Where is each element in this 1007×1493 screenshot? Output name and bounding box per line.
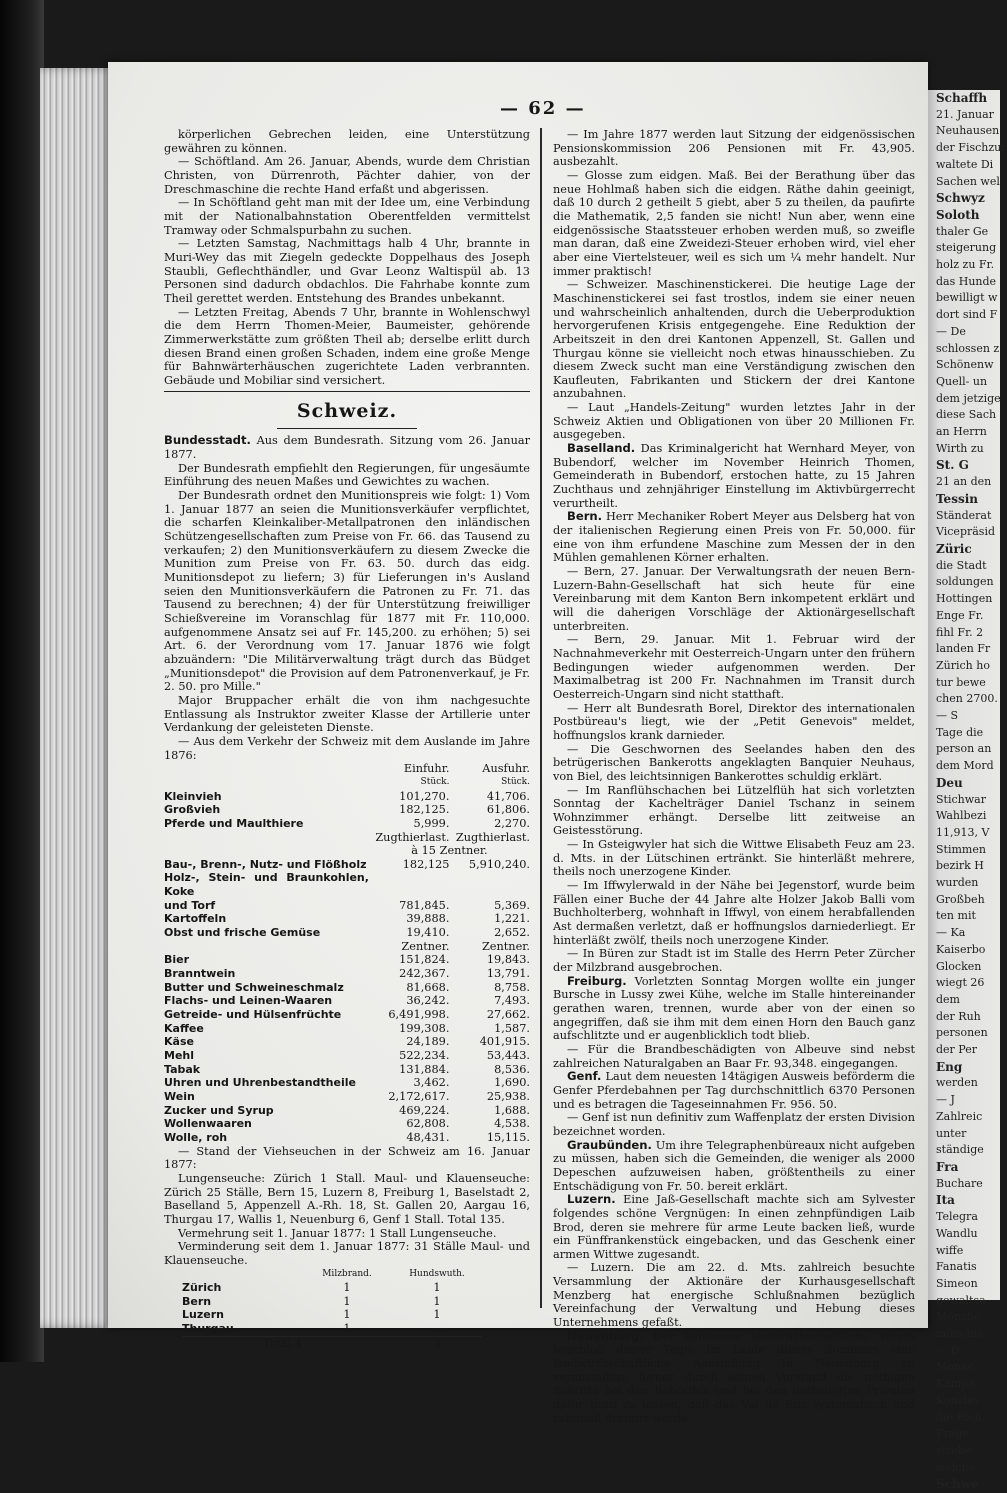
next-page-fragment: steigerung <box>936 241 997 255</box>
next-page-fragment: dort sind F <box>936 308 998 322</box>
einfuhr-value: 36,242. <box>406 994 450 1008</box>
news-paragraph: — Aus dem Verkehr der Schweiz mit dem Auslande im Jahre 1876: <box>164 734 530 762</box>
trade-row <box>164 1035 530 1049</box>
trade-header-row <box>164 762 530 776</box>
paragraph-text: — In Büren zur Stadt ist im Stalle des Herrn Peter Zürcher der Milzbrand ausgebrochen. <box>553 947 915 975</box>
next-page-fragment: Kaiserbo <box>936 942 986 956</box>
next-page-fragment: Schwe <box>936 1477 979 1492</box>
paragraph-text: — In Gsteigwyler hat sich die Wittwe Elisabeth Feuz am 23. d. Mts. in der Lütschinen ertränkt. Sie hinterläßt mehrere, theils noch unerzogene Kinder. <box>553 838 915 879</box>
news-paragraph: Der Bundesrath empfiehlt den Regierungen, für ungesäumte Einführung des neuen Maßes und Gewichtes zu wachen. <box>164 461 530 489</box>
next-page-fragment: das Hunde <box>936 274 997 288</box>
next-page-fragment: gewaltsa <box>936 1293 986 1307</box>
canton-heading: Neuenburg. <box>567 1328 644 1343</box>
paragraph-text: — Glosse zum eidgen. Maß. Bei der Berathung über das neue Hohlmaß haben sich die eidgen. Räthe dahin geeinigt, daß 10 durch 2 getheilt 5 giebt, aber 5 zu theilen, da paufirte die Mathematik, 2,5 fanden sie nicht! Nun aber, wenn eine eidgenössische Staatssteuer erhoben werden muß, so zweifle man daran, daß eine Zweidezi-Steuer erhoben wird, viel eher aber eine Viertelsteuer, weil es sich um ¼ mehr handelt. Nur immer praktisch! <box>553 168 915 278</box>
total-spacer <box>302 1336 392 1350</box>
commodity-label: Obst und frische Gemüse <box>164 926 321 940</box>
next-page-fragment: Großbeh <box>936 892 985 906</box>
paragraph-text: — Herr alt Bundesrath Borel, Direktor des internationalen Postbüreau's liegt, wie der „Petit Genevois" meldet, hoffnungslos krank darnieder. <box>553 701 915 742</box>
news-paragraph: körperlichen Gebrechen leiden, eine Unterstützung gewähren zu können. <box>164 128 530 155</box>
trade-row <box>164 803 530 817</box>
canton-label: Thurgau <box>182 1322 234 1336</box>
news-paragraph <box>553 442 915 510</box>
next-page-fragment: Kampa <box>936 1377 975 1391</box>
next-page-fragment: Monac <box>936 1360 974 1374</box>
right-column <box>553 128 915 1425</box>
news-paragraph: — Schöftland. Am 26. Januar, Abends, wurde dem Christian Christen, von Dürrenroth, Pächter dahier, von der Dreschmaschine die rechte Hand erfaßt und abgerissen. <box>164 155 530 196</box>
next-page-fragment: soldungen <box>936 575 994 589</box>
page-number: — 62 — <box>500 98 586 119</box>
trade-unit-row-stueck <box>164 776 530 790</box>
trade-row <box>164 858 530 872</box>
next-page-fragment: Telegra <box>936 1210 978 1224</box>
paragraph-text: — Laut „Handels-Zeitung" wurden letztes Jahr in der Schweiz Aktien und Obligationen von über 20 Millionen Fr. ausgegeben. <box>553 401 915 442</box>
next-page-fragment: Tage die <box>936 725 984 739</box>
bundesstadt-heading: Bundesstadt. <box>164 433 251 448</box>
einfuhr-value: 242,367. <box>399 967 450 981</box>
ausfuhr-value: 25,938. <box>486 1089 530 1103</box>
unit-stueck-1: Stück. <box>420 776 450 787</box>
next-page-fragment: person an <box>936 742 992 756</box>
next-page-fragment: Schaffh <box>936 91 988 105</box>
unit-ausfuhr: Zugthierlast. <box>455 830 530 844</box>
next-page-fragment: Stichwar <box>936 792 986 806</box>
next-page-fragment: strebe <box>936 1443 972 1457</box>
ausfuhr-value <box>449 871 530 898</box>
next-page-fragment: tur bewe <box>936 675 986 689</box>
news-paragraph <box>553 702 915 743</box>
vieh-row <box>182 1281 482 1295</box>
paragraph-text: Das Kriminalgericht hat Wernhard Meyer, von Bubendorf, welcher im November Heinrich Thomen, Gemeinderath in Bubendorf, erstochen hatte, zu 15 Jahren Zuchthaus und zehnjähriger Einstellung im Aktivbürgerrecht verurtheilt. <box>553 442 915 510</box>
commodity-label: Kartoffeln <box>164 912 227 926</box>
paragraph-text: Laut dem neuesten 14tägigen Ausweis beförderm die Genfer Pferdebahnen per Tag durchschnittlich 6370 Personen und es betragen die Tageseinnahmen Fr. 956. 50. <box>553 1070 915 1111</box>
ausfuhr-value: 2,652. <box>494 926 530 940</box>
next-page-fragment: Schönenw <box>936 358 994 372</box>
viehseuchen-paragraphs <box>164 1145 530 1268</box>
milzbrand-count: 1 <box>343 1322 351 1336</box>
trade-row <box>164 817 530 831</box>
paragraph-text: Um ihre Telegraphenbüreaux nicht aufgeben zu müssen, haben sich die Gemeinden, die weniger als 2000 Depeschen aufzuweisen haben, größtentheils zu einer Entschädigung von Fr. 50. bereit erklärt. <box>553 1138 915 1193</box>
paragraph-text: — Genf ist nun definitiv zum Waffenplatz der ersten Division bezeichnet worden. <box>553 1111 915 1138</box>
next-page-fragment: die Rich <box>936 1410 982 1424</box>
paragraph-text: — Die Geschwornen des Seelandes haben den des betrügerischen Bankerotts angeklagten Banquier Neuhaus, von Biel, des leichtsinnigen Bankerottes schuldig erklärt. <box>553 742 915 783</box>
next-page-fragment: der Ruh <box>936 1009 981 1023</box>
paragraph-text: Vorletzten Sonntag Morgen wollte ein junger Bursche in Lussy zwei Kühe, welche im Stalle hintereinander gerathen waren, trennen, wurde aber von der einen so angegriffen, daß sie ihm mit dem einen Horn den Bauch ganz aufschlitzte und er augenblicklich todt blieb. <box>553 974 915 1043</box>
ausfuhr-value: 27,662. <box>486 1008 530 1022</box>
hundswuth-count: 1 <box>433 1294 441 1308</box>
einfuhr-value: 101,270. <box>399 789 450 803</box>
news-paragraph <box>553 401 915 442</box>
canton-heading: Genf. <box>567 1069 602 1084</box>
einfuhr-value: 39,888. <box>406 912 450 926</box>
next-page-fragment: Wandlu <box>936 1226 978 1240</box>
next-page-fragment: 21 an den <box>936 475 992 489</box>
header-milzbrand: Milzbrand. <box>322 1268 372 1279</box>
next-page-fragment: welche <box>936 1460 976 1474</box>
news-paragraph: Major Bruppacher erhält die von ihm nachgesuchte Entlassung als Instruktor zweiter Klasse der Artillerie unter Verdankung der geleisteten Dienste. <box>164 693 530 735</box>
einfuhr-value: 522,234. <box>399 1049 450 1062</box>
next-page-fragment: waltete Di <box>936 157 994 171</box>
commodity-label: Wein <box>164 1089 195 1103</box>
paragraph-text: — Luzern. Die am 22. d. Mts. zahlreich besuchte Versammlung der Aktionäre der Kurhausgesellschaft Menzberg hat energische Schlußnahmen bezüglich Vereinfachung der Verwaltung und Hebung dieses Unternehmens gefaßt. <box>553 1261 915 1330</box>
next-page-fragment: Glocken <box>936 959 982 973</box>
milzbrand-count: 1 <box>343 1294 351 1308</box>
hundswuth-count: 1 <box>433 1281 441 1295</box>
next-page-fragment: Sachen wel <box>936 174 1000 188</box>
scan-dark-edge <box>0 0 44 1362</box>
next-page-fragment: Deu <box>936 775 963 790</box>
ausfuhr-value: 1,688. <box>494 1103 530 1117</box>
commodity-label: Pferde und Maulthiere <box>164 816 304 830</box>
next-page-fragment: Ita <box>936 1193 955 1208</box>
section-title-schweiz: Schweiz. <box>296 400 398 423</box>
unit-einfuhr: Zentner. <box>401 939 450 953</box>
next-page-fragment: Fra <box>936 1160 959 1174</box>
header-einfuhr: Einfuhr. <box>403 762 450 776</box>
next-page-fragment: werden <box>936 1076 978 1090</box>
einfuhr-value: 182,125. <box>399 803 450 817</box>
next-page-fragment: der Fischzuc <box>936 141 1007 155</box>
commodity-label: Wollenwaaren <box>164 1117 252 1131</box>
next-page-fragment: St. G <box>936 458 969 473</box>
next-page-fragment: Wahlbezi <box>936 809 987 823</box>
ausfuhr-value: 1,587. <box>494 1021 530 1035</box>
left-intro-paragraphs <box>164 128 530 387</box>
next-page-fragment: — De <box>936 324 966 338</box>
trade-unit-row-zentner <box>164 940 530 954</box>
trade-row <box>164 967 530 981</box>
trade-row <box>164 1131 530 1145</box>
einfuhr-value: 48,431. <box>406 1130 450 1144</box>
next-page-fragment: Eng <box>936 1059 963 1074</box>
trade-row <box>164 994 530 1008</box>
paragraph-text: — Schweizer. Maschinenstickerei. Die heutige Lage der Maschinenstickerei sei fast trostlos, indem sie einer neuen und wahrscheinlich anhaltenden, durch die Ueberproduktion hervorgerufenen Krisis entgegengehe. Eine Reduktion der Arbeitszeit in den drei Kantonen Appenzell, St. Gallen und Thurgau könne sie vielleicht noch etwas hinausschieben. Zu diesem Zweck sucht man eine Verständigung zwischen den Kaufleuten, Fabrikanten und Stickern der drei Kantone anzubahnen. <box>553 278 915 401</box>
next-page-fragment: Zürich ho <box>936 658 990 672</box>
commodity-label: Bau-, Brenn-, Nutz- und Flößholz <box>164 857 367 871</box>
commodity-label: Bier <box>164 953 190 967</box>
ausfuhr-value: 5,369. <box>494 898 530 912</box>
canton-heading: Luzern. <box>567 1192 616 1207</box>
unit-spacer <box>164 844 369 858</box>
separator-rule <box>164 391 530 392</box>
einfuhr-value: 62,808. <box>406 1117 450 1131</box>
news-paragraph <box>553 1070 915 1111</box>
hundswuth-count: 1 <box>433 1308 441 1322</box>
news-paragraph <box>553 947 915 974</box>
canton-heading: Baselland. <box>567 441 636 456</box>
next-page-fragment: wiegt 26 <box>936 976 985 990</box>
trade-row <box>164 1076 530 1090</box>
next-page-fragment: bezirk H <box>936 859 984 873</box>
ausfuhr-value: 1,690. <box>494 1076 530 1090</box>
ausfuhr-value: 19,843. <box>486 953 530 967</box>
commodity-label: Zucker und Syrup <box>164 1103 274 1117</box>
commodity-label: Flachs- und Leinen-Waaren <box>164 994 333 1008</box>
news-paragraph: Der Bundesrath ordnet den Munitionspreis wie folgt: 1) Vom 1. Januar 1877 an seien die Munitionsverkäufer verpflichtet, die scharfen Kleinkaliber-Metallpatronen den inländischen Schützengesellschaften zum Preise von Fr. 66. das Tausend zu verkaufen; 2) den Munitionsverkäufern zu diesem Zwecke die Munition zum Preise von Fr. 63. 50. durch das eidg. Munitionsdepot zu liefern; 3) für Lieferungen in's Ausland seien den Munitionsverkäufern die Patronen zu Fr. 71. das Tausend zu berechnen; 4) der für Unterstützung freiwilliger Schießvereine im Voranschlag für 1877 mit Fr. 110,000. aufgenommene Ansatz sei auf Fr. 145,200. zu erhöhen; 5) sei Art. 6. der Verordnung vom 17. Januar 1876 wie folgt abzuändern: "Die Militärverwaltung trägt durch das Büdget „Munitionsdepot" die Provision auf dem Patronenverkauf, je Fr. 2. 50. pro Mille." <box>164 489 530 694</box>
einfuhr-value: 781,845. <box>399 898 450 912</box>
trade-row <box>164 912 530 926</box>
title-underline <box>277 428 417 429</box>
next-page-fragment: 21. Januar <box>936 107 994 121</box>
news-paragraph <box>553 1261 915 1329</box>
next-page-fragment: Quell- un <box>936 374 988 388</box>
next-page-fragment: Konclav <box>936 1393 981 1407</box>
news-paragraph <box>553 128 915 169</box>
next-page-fragment: holz zu Fr. <box>936 258 995 272</box>
next-page-fragment: — Ka <box>936 926 966 940</box>
canton-label: Bern <box>182 1294 212 1308</box>
vieh-row <box>182 1295 482 1309</box>
einfuhr-value: 5,999. <box>413 816 450 830</box>
next-page-fragment: mönchis <box>936 1327 983 1341</box>
vieh-row <box>182 1308 482 1322</box>
page-stack-edges <box>40 68 114 1328</box>
next-page-fragment: landen Fr <box>936 642 991 656</box>
next-page-fragment: Schwyz <box>936 191 985 206</box>
paragraph-text: — Im Jahre 1877 werden laut Sitzung der eidgenössischen Pensionskommission 206 Pensionen mit Fr. 43,905. ausbezahlt. <box>553 128 915 169</box>
einfuhr-value: 199,308. <box>399 1021 450 1035</box>
news-paragraph <box>553 510 915 565</box>
trade-table-body <box>164 762 530 1144</box>
next-page-fragment: Züric <box>936 541 972 556</box>
ausfuhr-value: 2,270. <box>494 816 530 830</box>
einfuhr-value: 2,172,617. <box>388 1089 450 1103</box>
news-paragraph <box>553 278 915 401</box>
ausfuhr-value: 61,806. <box>486 803 530 817</box>
hundswuth-count: — <box>431 1322 443 1336</box>
next-page-fragment: der Per <box>936 1043 977 1057</box>
canton-heading: Graubünden. <box>567 1137 652 1152</box>
commodity-label: Kaffee <box>164 1021 204 1035</box>
next-page-fragment: ständige <box>936 1143 984 1157</box>
paragraph-text: — Im Iffwylerwald in der Nähe bei Jegenstorf, wurde beim Fällen einer Buche der 44 Jahre alte Holzer Jakob Balli vom Buchholterberg, wohnhaft in Iffwyl, von einem herabfallenden Ast dermaßen verletzt, daß er hoffnungslos darniederliegt. Er hinterläßt zwölf, theils noch unerzogene Kinder. <box>553 879 915 947</box>
news-paragraph <box>553 169 915 278</box>
commodity-label: Tabak <box>164 1062 201 1076</box>
einfuhr-value: 182,125 <box>402 857 450 871</box>
einfuhr-value: 131,884. <box>399 1062 450 1076</box>
next-page-fragment: die Stadt <box>936 558 987 572</box>
left-column <box>164 128 530 1350</box>
news-paragraph <box>553 565 915 633</box>
trade-row <box>164 899 530 913</box>
einfuhr-value: 3,462. <box>413 1076 450 1090</box>
next-page-fragment: bewilligt w <box>936 291 998 305</box>
viehseuchen-table-body <box>182 1268 482 1351</box>
commodity-label: Kleinvieh <box>164 789 222 803</box>
unit-ausfuhr: Zentner. <box>481 939 530 953</box>
next-page-fragment: ten mit <box>936 909 976 923</box>
paragraph-text: — Bern, 27. Januar. Der Verwaltungsrath der neuen Bern-Luzern-Bahn-Gesellschaft hat sich heute für eine Vereinbarung mit dem Kanton Bern inkompetent erklärt und will die daherigen Vorschläge der Aktionärgesellschaft unterbreiten. <box>553 565 915 633</box>
einfuhr-value: 6,491,998. <box>388 1008 450 1022</box>
canton-label: Zürich <box>182 1281 222 1295</box>
trade-row <box>164 1049 530 1063</box>
trade-row <box>164 981 530 995</box>
next-page-fragment: unter <box>936 1126 967 1140</box>
next-page-fragment: Tessin <box>936 491 978 506</box>
news-paragraph <box>553 838 915 879</box>
paragraph-text: Der kantonale landwirthschaftliche Verein beschloß dieser Tage, im Laufe dieses Sommers eine landwirthschaftliche Ausstellung in Neuenburg zu veranstalten; ferner durch seinen Vorstand die nöthigen Schritte bei den Behörden und bei den betheiligten Privaten dafür thun zu lassen, daß das Val de Ruz systematisch und rationell drainirt werde. <box>553 1329 915 1425</box>
einfuhr-value: 19,410. <box>406 926 450 940</box>
commodity-label: Branntwein <box>164 967 236 981</box>
unit-stueck-2: Stück. <box>501 776 530 787</box>
next-page-fragment: Simeon <box>936 1276 978 1290</box>
next-page-fragment: Ständerat <box>936 508 992 522</box>
einfuhr-value: 151,824. <box>399 953 450 967</box>
next-page-fragment: personen <box>936 1026 988 1040</box>
ausfuhr-value: 7,493. <box>494 994 530 1008</box>
next-page-fragment: Wirth zu <box>936 441 984 455</box>
trade-row <box>164 1008 530 1022</box>
trade-unit-row-zentner-note <box>164 844 530 858</box>
next-page-fragment: chen 2700. <box>936 692 998 706</box>
canton-label: Luzern <box>182 1308 224 1322</box>
news-paragraph <box>553 1330 915 1426</box>
trade-row <box>164 926 530 940</box>
unit-spacer <box>164 940 369 954</box>
vieh-row <box>182 1322 482 1336</box>
trade-row <box>164 1104 530 1118</box>
next-page-fragment: Stimmen <box>936 842 986 856</box>
next-page-fragment: Fanatis <box>936 1260 977 1274</box>
news-paragraph: Vermehrung seit 1. Januar 1877: 1 Stall Lungenseuche. <box>178 1226 497 1240</box>
commodity-label: und Torf <box>164 898 216 912</box>
einfuhr-value: 24,189. <box>406 1035 450 1049</box>
unit-einfuhr: Zugthierlast. <box>375 830 450 844</box>
ausfuhr-value: 53,443. <box>486 1049 530 1062</box>
next-page-fragment: Zahlreic <box>936 1109 983 1123</box>
next-page-fragment: diese Sach <box>936 408 997 422</box>
ausfuhr-value: 41,706. <box>486 789 530 803</box>
news-paragraph <box>553 975 915 1043</box>
commodity-label: Wolle, roh <box>164 1130 228 1144</box>
commodity-label: Uhren und Uhrenbestandtheile <box>164 1076 356 1090</box>
total-label: Total 4 <box>182 1336 302 1350</box>
viehseuchen-table <box>182 1268 482 1351</box>
next-page-fragment: Hottingen <box>936 592 993 606</box>
unit-spacer <box>164 831 369 845</box>
next-page-fragment: schlossen z <box>936 341 1000 355</box>
header-hundswuth: Hundswuth. <box>409 1268 465 1279</box>
next-page-fragment: an Herrn <box>936 425 987 439</box>
vieh-total-row <box>182 1336 482 1350</box>
commodity-label: Getreide- und Hülsenfrüchte <box>164 1008 342 1022</box>
next-page-fragment: Enge Fr. <box>936 608 984 622</box>
next-page-fragment: — S <box>936 709 959 723</box>
column-divider <box>540 128 542 1308</box>
news-paragraph <box>553 1043 915 1070</box>
news-paragraph: Verminderung seit dem 1. Januar 1877: 31 Ställe Maul- und Klauenseuche. <box>164 1240 530 1267</box>
news-paragraph <box>553 1193 915 1261</box>
next-page-fragment: fihl Fr. 2 <box>936 625 984 639</box>
news-paragraph: — Stand der Viehseuchen in der Schweiz am 16. Januar 1877: <box>164 1144 530 1172</box>
trade-row <box>164 1063 530 1077</box>
commodity-label: Holz-, Stein- und Braunkohlen, Koke <box>164 871 369 899</box>
milzbrand-count: 1 <box>343 1281 351 1295</box>
ausfuhr-value: 15,115. <box>486 1130 530 1144</box>
ausfuhr-value: 4,538. <box>494 1117 530 1131</box>
commodity-label: Käse <box>164 1035 194 1049</box>
header-ausfuhr: Ausfuhr. <box>482 762 530 776</box>
next-page-fragment: 11,913, V <box>936 825 990 839</box>
hundswuth-total: 3 <box>392 1336 482 1350</box>
commodity-label: Butter und Schweineschmalz <box>164 980 344 994</box>
news-paragraph: — Letzten Samstag, Nachmittags halb 4 Uhr, brannte in Muri-Wey das mit Ziegeln gedeckte Doppelhaus des Joseph Staubli, Geflechthändler, und Gvar Leonz Waltispül ab. 13 Personen sind dadurch obdachlos. Die Fahrhabe konnte zum Theil gerettet werden. Entstehung des Brandes unbekannt. <box>164 237 530 305</box>
next-page-fragment: — J <box>936 1093 955 1107</box>
paragraph-text: — Für die Brandbeschädigten von Albeuve sind nebst zahlreichen Naturalgaben an Baar Fr. 93,348. eingegangen. <box>553 1042 915 1070</box>
news-paragraph <box>553 743 915 784</box>
ausfuhr-value: 8,758. <box>494 980 530 994</box>
vieh-header-row <box>182 1268 482 1282</box>
news-paragraph: — In Schöftland geht man mit der Idee um, eine Verbindung mit der Nationalbahnstation Oberentfelden vermittelst Tramway oder Schmalspurbahn zu suchen. <box>164 196 530 237</box>
next-page-fragment: dem <box>936 992 960 1006</box>
next-page-fragment: Mönche <box>936 1310 981 1324</box>
einfuhr-value: 469,224. <box>399 1103 450 1117</box>
ausfuhr-value: 401,915. <box>479 1035 530 1049</box>
commodity-label: Großvieh <box>164 803 221 817</box>
next-page-fragment: Frage <box>936 1427 969 1441</box>
news-paragraph <box>553 1139 915 1194</box>
next-page-fragment: Soloth <box>936 207 980 222</box>
next-page-fragment: dem jetzige <box>936 391 1001 405</box>
trade-table <box>164 762 530 1144</box>
canton-heading: Bern. <box>567 509 603 524</box>
trade-row <box>164 1022 530 1036</box>
paragraph-text: Herr Mechaniker Robert Meyer aus Delsberg hat von der italienischen Regierung einen Preis von Fr. 50,000. für eine von ihm erfundene Maschine zum Messen der in den Mühlen gemahlenen Körner erhalten. <box>553 510 916 565</box>
trade-unit-row-zugthierlast <box>164 831 530 845</box>
news-paragraph <box>553 879 915 947</box>
left-body-paragraphs <box>164 462 530 762</box>
einfuhr-value <box>369 871 450 898</box>
bundesstadt-paragraph <box>164 434 530 461</box>
paragraph-text: Eine Jaß-Gesellschaft machte sich am Sylvester folgendes schöne Vergnügen: In einen zehnpfündigen Laib Brod, deren sie mehrere für arme Leute backen ließ, wurde ein Fünffrankenstück eingebacken, und das Geschenk einer armen Wittwe zugesandt. <box>553 1193 916 1261</box>
ausfuhr-value: 5,910,240. <box>468 857 530 871</box>
paragraph-text: — Bern, 29. Januar. Mit 1. Februar wird der Nachnahmeverkehr mit Oesterreich-Ungarn unter den frühern Bedingungen wieder aufgenommen werden. Der Maximalbetrag ist 200 Fr. Nachnahmen im Transit durch Oesterreich-Ungarn sind nicht statthaft. <box>553 633 915 701</box>
news-paragraph <box>553 1111 915 1138</box>
ausfuhr-value: 8,536. <box>494 1062 530 1076</box>
next-page-fragment: — D <box>936 1343 960 1357</box>
trade-row <box>164 1117 530 1131</box>
next-page-fragment: wiffe <box>936 1243 964 1257</box>
next-page-fragment: wurden <box>936 876 979 890</box>
unit-note: à 15 Zentner. <box>411 844 488 858</box>
next-page-fragment: Buchare <box>936 1176 983 1190</box>
next-page-fragment: Vicepräsid <box>936 525 996 539</box>
bundesstadt-subhead: Aus dem Bundesrath. Sitzung vom 26. Januar 1877. <box>164 434 530 462</box>
news-paragraph: — Letzten Freitag, Abends 7 Uhr, brannte in Wohlenschwyl die dem Herrn Thomen-Meier, Baumeister, gehörende Zimmerwerkstätte zum größten Theil ab; derselbe erlitt durch diesen Brand einen großen Schaden, indem eine große Menge für Bahnwärterhäuschen zugerichtete Laden verbrannten. Gebäude und Mobiliar sind versichert. <box>164 305 530 387</box>
adjacent-page-strip <box>928 90 1007 1492</box>
news-paragraph: Lungenseuche: Zürich 1 Stall. Maul- und Klauenseuche: Zürich 25 Ställe, Bern 15, Luzern 8, Freiburg 1, Baselstadt 2, Baselland 5, Appenzell A.-Rh. 18, St. Gallen 20, Aargau 16, Thurgau 17, Wallis 1, Neuenburg 6, Genf 1 Stall. Total 135. <box>164 1171 530 1226</box>
news-paragraph <box>553 784 915 839</box>
einfuhr-value: 81,668. <box>406 980 450 994</box>
next-page-fragment: thaler Ge <box>936 224 989 238</box>
trade-row <box>164 953 530 967</box>
commodity-label: Mehl <box>164 1049 195 1062</box>
trade-row <box>164 790 530 804</box>
canton-heading: Freiburg. <box>567 973 627 988</box>
next-page-fragment: Neuhausen <box>936 124 1000 138</box>
paragraph-text: — Im Ranflühschachen bei Lützelflüh hat sich vorletzten Sonntag der Kachelträger Daniel Tschanz in seinem Wohnzimmer erhängt. Derselbe litt zeitweise an Geistesstörung. <box>553 783 915 838</box>
milzbrand-count: 1 <box>343 1308 351 1322</box>
next-page-fragment: dem Mord <box>936 759 994 773</box>
ausfuhr-value: 1,221. <box>494 912 530 926</box>
trade-row <box>164 871 530 898</box>
news-paragraph <box>553 633 915 701</box>
trade-row <box>164 1090 530 1104</box>
ausfuhr-value: 13,791. <box>486 967 530 981</box>
